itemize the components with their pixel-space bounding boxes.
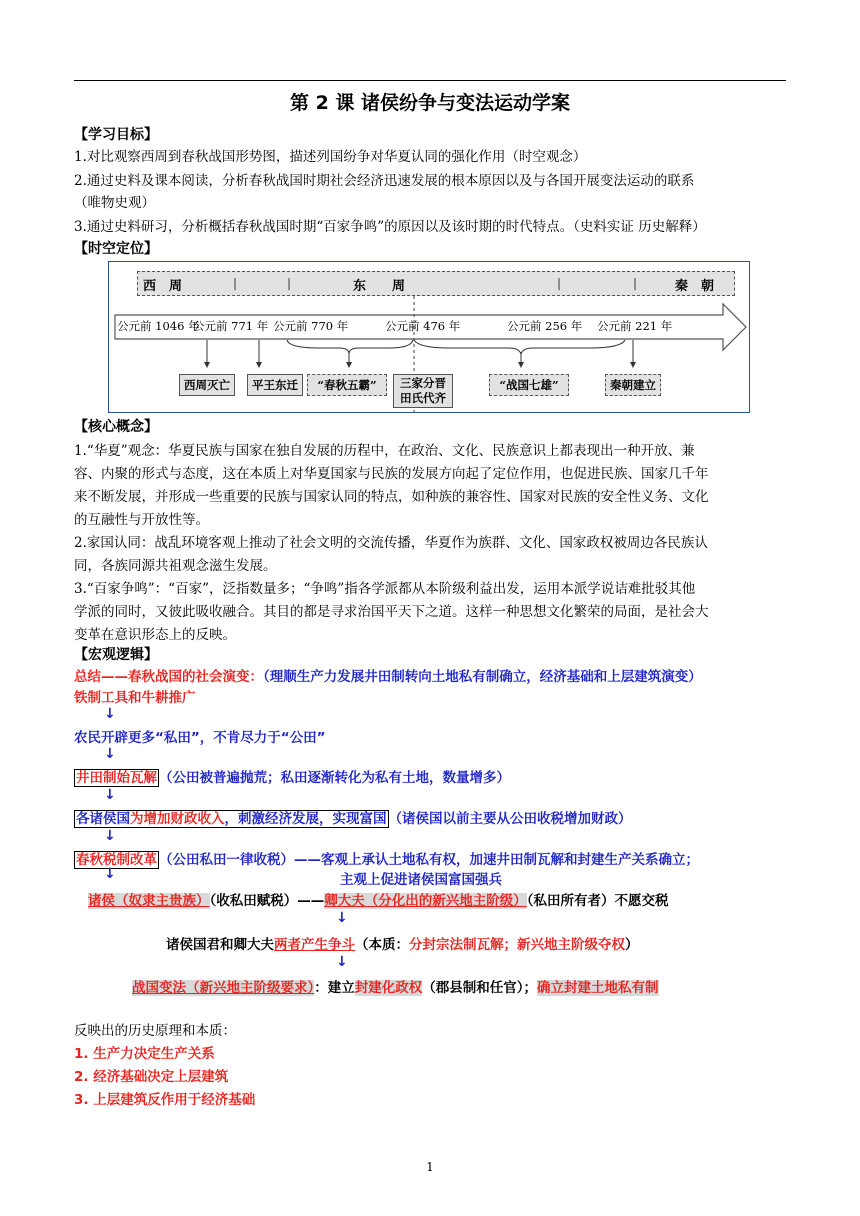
goal-1: 1.对比观察西周到春秋战国形势图，描述列国纷争对华夏认同的强化作用（时空观念） [74,149,587,165]
logic-struggle [166,934,766,956]
feudal-regime: 封建化政权 [354,980,423,996]
ministers-refuse-tax: 不愿交税 [614,893,669,909]
warring-reforms-establish: ：建立 [314,980,355,996]
page-title: 第 2 课 诸侯纷争与变法运动学案 [289,92,571,114]
period-qin: 秦 朝 [675,279,715,294]
event-king-ping-move-east: 平王东迁 [247,374,303,396]
lords-slaveowners: 诸侯（奴隶主贵族） [88,893,210,909]
goal-3: 3.通过史料研习，分析概括春秋战国时期“百家争鸣”的原因以及该时期的时代特点。（史料实证 历史解释） [74,219,706,235]
concept-3b: 学派的同时，又彼此吸收融合。其目的都是寻求治国平天下之道。这样一种思想文化繁荣的局面，是社会大 [74,604,709,620]
period-separator: | [557,276,562,290]
concept-1b: 容、内聚的形式与态度，这在本质上对华夏国家与民族的发展方向起了定位作用，也促进民族、国家几千年 [74,466,709,482]
county-system: （郡县制和任官）； [422,980,537,996]
logic-well-field-collapse [74,767,786,789]
ministers-owners: （私田所有者） [526,893,615,909]
logic-warring-reforms [132,977,772,999]
concept-2b: 同，各族同源共祖观念滋生发展。 [74,558,277,574]
logic-summary [74,666,786,688]
timeline-figure [108,261,750,413]
concept-1c: 来不断发展，并形成一些重要的民族与国家认同的特点，如种族的兼容性、国家对民族的安全性义务、文化 [74,489,709,505]
concept-1d: 的互融性与开放性等。 [74,512,209,528]
principle-3: 3. 上层建筑反作用于经济基础 [74,1092,256,1108]
down-arrow-icon: ↓ [336,910,348,926]
tax-reform-note: （公田私田一律收税）——客观上承认土地私有权，加速井田制瓦解和封建生产关系确立； [159,852,699,868]
logic-iron-tools: 铁制工具和牛耕推广 [74,690,196,706]
event-partition-of-jin-line1: 三家分晋 [400,376,446,390]
date-476bc: 公元前 476 年 [385,319,461,333]
down-arrow-icon: ↓ [104,828,116,844]
ministers-landlords: 卿大夫（分化出的新兴地主阶级） [324,893,527,909]
logic-tax-reform [74,849,786,871]
logic-summary-lead: 总结——春秋战国的社会演变： [74,669,263,685]
event-five-hegemons: “春秋五霸” [307,374,387,396]
struggle-essence: 分封宗法制瓦解；新兴地主阶级夺权 [409,937,625,953]
lords-tax: （收私田赋税） [209,893,298,909]
well-field-collapse-box: 井田制始瓦解 [76,770,157,786]
concept-3c: 变革在意识形态上的反映。 [74,627,236,643]
down-arrow-icon: ↓ [104,866,116,882]
down-arrow-icon: ↓ [336,954,348,970]
logic-private-fields: 农民开辟更多“私田”，不肯尽力于“公田” [74,730,326,746]
concept-1a: 1.“华夏”观念：华夏民族与国家在独自发展的历程中，在政治、文化、民族意识上都表现出一种开放、兼 [74,443,695,459]
period-separator: | [287,276,292,290]
struggle-essence-close: ） [625,937,639,953]
date-771bc: 公元前 771 年 [193,319,269,333]
goal-2b: （唯物史观） [74,195,155,211]
state-revenue-box [74,810,389,828]
down-arrow-icon: ↓ [104,746,116,762]
concept-3a: 3.“百家争鸣”：“百家”，泛指数量多；“争鸣”指各学派都从本阶级利益出发，运用本派学说诘难批驳其他 [74,581,696,597]
event-partition-of-jin [393,374,453,408]
event-seven-warring-states: “战国七雄” [489,374,569,396]
event-qin-founded: 秦朝建立 [605,374,661,396]
logic-lords-vs-ministers [88,890,778,912]
event-western-zhou-fall: 西周灭亡 [179,374,235,396]
feudal-land-ownership: 确立封建土地私有制 [537,980,659,996]
period-eastern-zhou: 东 周 [353,279,406,294]
event-partition-of-jin-line2: 田氏代齐 [400,391,446,405]
goals-heading: 【学习目标】 [74,127,158,143]
date-256bc: 公元前 256 年 [507,319,583,333]
period-western-zhou: 西 周 [143,279,183,294]
concepts-heading: 【核心概念】 [74,419,158,435]
state-revenue-a: 各诸侯国 [76,811,130,827]
logic-heading: 【宏观逻辑】 [74,647,158,663]
state-revenue-b: 为增加财政收入 [130,811,225,827]
struggle-parties: 诸侯国君和卿大夫 [166,937,274,953]
warring-reforms: 战国变法（新兴地主阶级要求） [132,980,315,996]
page-number: 1 [426,1160,434,1174]
struggle-essence-open: （本质： [355,937,409,953]
period-separator: | [633,276,638,290]
date-770bc: 公元前 770 年 [273,319,349,333]
date-1046bc: 公元前 1046 年 [117,319,200,333]
state-revenue-c: ，刺激经济发展，实现富国 [224,811,387,827]
principle-1: 1. 生产力决定生产关系 [74,1046,215,1062]
lords-dash: —— [297,893,325,909]
tax-reform-box: 春秋税制改革 [76,852,157,868]
date-221bc: 公元前 221 年 [597,319,673,333]
logic-summary-note: （理顺生产力发展井田制转向土地私有制确立，经济基础和上层建筑演变） [263,669,702,685]
logic-state-revenue [74,808,786,830]
tax-reform-subjective: 主观上促进诸侯国富国强兵 [340,872,502,888]
down-arrow-icon: ↓ [104,787,116,803]
state-revenue-note: （诸侯国以前主要从公田收税增加财政） [388,811,632,827]
header-rule [74,80,786,81]
timeline-heading: 【时空定位】 [74,241,158,257]
well-field-collapse-note: （公田被普遍抛荒；私田逐渐转化为私有土地，数量增多） [159,770,510,786]
down-arrow-icon: ↓ [104,706,116,722]
principles-intro: 反映出的历史原理和本质： [74,1023,236,1039]
principle-2: 2. 经济基础决定上层建筑 [74,1069,229,1085]
concept-2a: 2.家国认同：战乱环境客观上推动了社会文明的交流传播，华夏作为族群、文化、国家政权被周边各民族认 [74,535,708,551]
struggle-conflict: 两者产生争斗 [274,937,355,953]
goal-2a: 2.通过史料及课本阅读，分析春秋战国时期社会经济迅速发展的根本原因以及与各国开展变法运动的联系 [74,173,695,189]
period-separator: | [233,276,238,290]
